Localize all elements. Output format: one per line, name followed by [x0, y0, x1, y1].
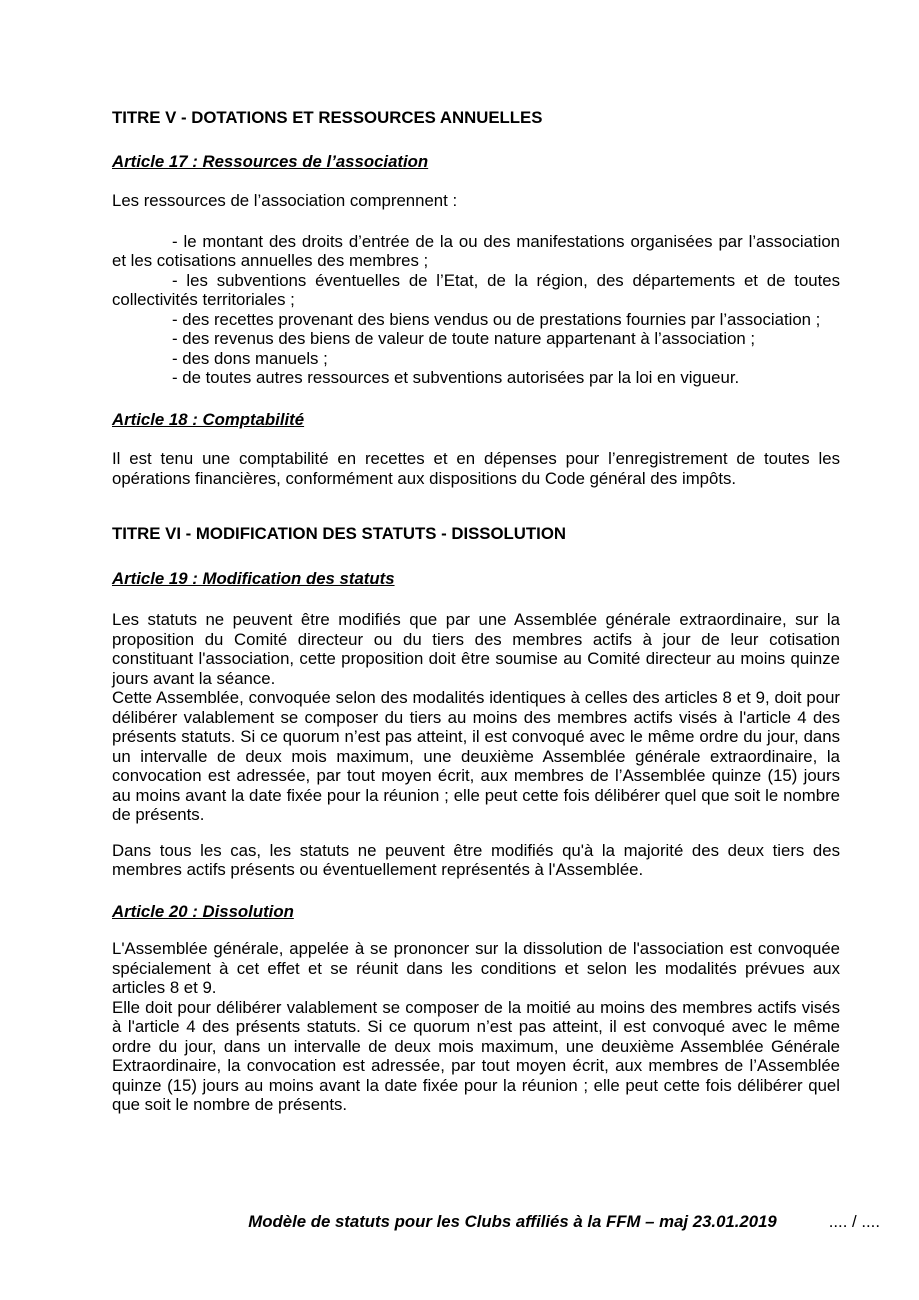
article-17-heading — [112, 152, 840, 172]
article-19-heading — [112, 569, 840, 589]
article-19-para-1: Les statuts ne peuvent être modifiés que par une Assemblée générale extraordinaire, sur la proposition du Comité directeur ou du tiers des membres actifs à jour de leur cotisation constituant l'association, cette proposition doit être soumise au Comité directeur au moins quinze jours avant la séance. — [112, 610, 840, 688]
resources-list — [112, 232, 840, 388]
article-19-para-2: Cette Assemblée, convoquée selon des modalités identiques à celles des articles 8 et 9, doit pour délibérer valablement se composer du tiers au moins des membres actifs visés à l'article 4 des présents statuts. Si ce quorum n’est pas atteint, il est convoqué avec le même ordre du jour, dans un intervalle de deux mois maximum, une deuxième Assemblée générale extraordinaire, la convocation est adressée, par tout moyen écrit, aux membres de l’Assemblée quinze (15) jours au moins avant la date fixée pour la réunion ; elle peut cette fois délibérer quel que soit le nombre de présents. — [112, 688, 840, 824]
title-vi-heading: TITRE VI - MODIFICATION DES STATUTS - DISSOLUTION — [112, 524, 567, 543]
list-item: - des revenus des biens de valeur de toute nature appartenant à l’association ; — [172, 329, 756, 348]
article-17-heading-text: Article 17 : Ressources de l’association — [112, 151, 429, 171]
article-19-para-3: Dans tous les cas, les statuts ne peuvent être modifiés qu'à la majorité des deux tiers des membres actifs présents ou éventuellement représentés à l'Assemblée. — [112, 840, 840, 879]
page-footer — [112, 1212, 880, 1232]
article-20-heading — [112, 902, 840, 922]
article-17-intro: Les ressources de l’association comprennent : — [112, 191, 458, 210]
title-v-heading: TITRE V - DOTATIONS ET RESSOURCES ANNUELLES — [112, 108, 543, 127]
list-item: - des dons manuels ; — [172, 348, 328, 368]
article-18-body: Il est tenu une comptabilité en recettes et en dépenses pour l’enregistrement de toutes les opérations financières, conformément aux dispositions du Code général des impôts. — [112, 449, 840, 488]
article-18-heading-text: Article 18 : Comptabilité — [112, 409, 305, 429]
article-18-heading — [112, 410, 840, 430]
article-20-para-1: L'Assemblée générale, appelée à se prononcer sur la dissolution de l'association est convoquée spécialement à cet effet et se réunit dans les conditions et selon les modalités prévues aux articles 8 et 9. — [112, 939, 840, 997]
page-number-dots: .... / .... — [828, 1212, 880, 1231]
article-20-heading-text: Article 20 : Dissolution — [112, 901, 294, 921]
list-item: - de toutes autres ressources et subventions autorisées par la loi en vigueur. — [172, 368, 740, 387]
document-content — [112, 108, 840, 1115]
footer-title: Modèle de statuts pour les Clubs affiliés à la FFM – maj 23.01.2019 — [248, 1212, 777, 1231]
list-item: - les subventions éventuelles de l’Etat, de la région, des départements et de toutes collectivités territoriales ; — [112, 270, 840, 309]
list-item: - des recettes provenant des biens vendus ou de prestations fournies par l’association ; — [172, 309, 821, 329]
article-19-heading-text: Article 19 : Modification des statuts — [112, 568, 395, 588]
article-20-para-2: Elle doit pour délibérer valablement se composer de la moitié au moins des membres actifs visés à l'article 4 des présents statuts. Si ce quorum n’est pas atteint, il est convoqué avec le même ordre du jour, dans un intervalle de deux mois maximum, une deuxième Assemblée Générale Extraordinaire, la convocation est adressée, par tout moyen écrit, aux membres de l’Assemblée quinze (15) jours au moins avant la date fixée pour la réunion ; elle peut cette fois délibérer quel que soit le nombre de présents. — [112, 997, 840, 1114]
list-item: - le montant des droits d’entrée de la ou des manifestations organisées par l’association et les cotisations annuelles des membres ; — [112, 231, 840, 270]
